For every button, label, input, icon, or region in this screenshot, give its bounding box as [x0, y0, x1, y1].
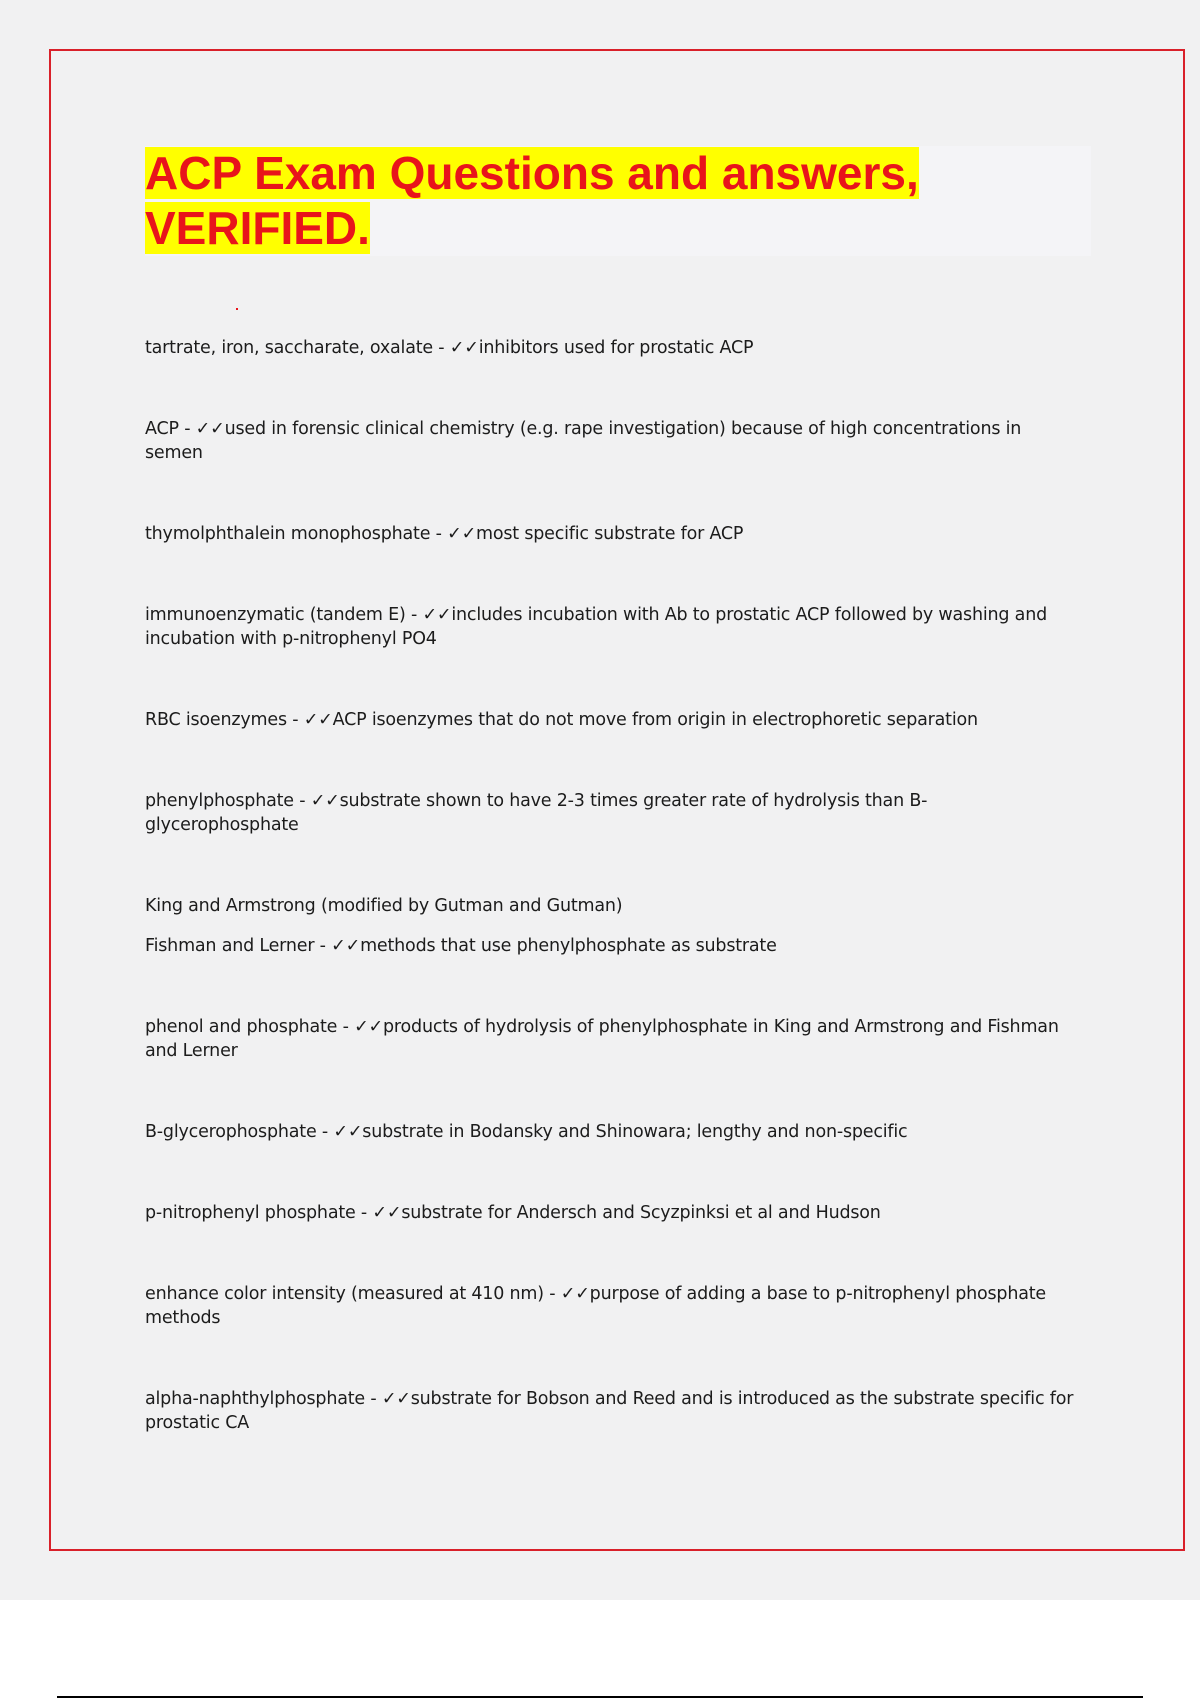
qa-item-8: Fishman and Lerner - ✓✓methods that use phenylphosphate as substrate: [145, 936, 777, 956]
document-title: [145, 146, 1091, 256]
qa-item-11: p-nitrophenyl phosphate - ✓✓substrate for Andersch and Scyzpinksi et al and Hudson: [145, 1203, 881, 1223]
qa-item-4: immunoenzymatic (tandem E) - ✓✓includes incubation with Ab to prostatic ACP followed by washing and incubation with p-nitrophenyl PO4: [145, 605, 1048, 649]
qa-item-3: thymolphthalein monophosphate - ✓✓most specific substrate for ACP: [145, 524, 744, 544]
qa-item-7: King and Armstrong (modified by Gutman and Gutman): [145, 896, 623, 916]
qa-item-1: tartrate, iron, saccharate, oxalate - ✓✓inhibitors used for prostatic ACP: [145, 338, 754, 358]
qa-item-12: enhance color intensity (measured at 410 nm) - ✓✓purpose of adding a base to p-nitrophenyl phosphate methods: [145, 1284, 1046, 1328]
qa-item-5: RBC isoenzymes - ✓✓ACP isoenzymes that do not move from origin in electrophoretic separation: [145, 710, 978, 730]
qa-item-2: ACP - ✓✓used in forensic clinical chemistry (e.g. rape investigation) because of high concentrations in semen: [145, 419, 1022, 463]
qa-item-13: alpha-naphthylphosphate - ✓✓substrate for Bobson and Reed and is introduced as the substrate specific for prostatic CA: [145, 1389, 1074, 1433]
qa-item-6: phenylphosphate - ✓✓substrate shown to have 2-3 times greater rate of hydrolysis than B-glycerophosphate: [145, 791, 928, 835]
title-block: [145, 146, 1091, 256]
qa-item-10: B-glycerophosphate - ✓✓substrate in Bodansky and Shinowara; lengthy and non-specific: [145, 1122, 908, 1142]
title-line-1: ACP Exam Questions and answers,: [145, 147, 919, 199]
qa-item-9: phenol and phosphate - ✓✓products of hydrolysis of phenylphosphate in King and Armstrong and Fishman and Lerner: [145, 1017, 1059, 1061]
title-line-2: VERIFIED.: [145, 202, 370, 254]
footer-rule: [57, 1696, 1143, 1698]
red-dot-mark: [236, 308, 238, 310]
